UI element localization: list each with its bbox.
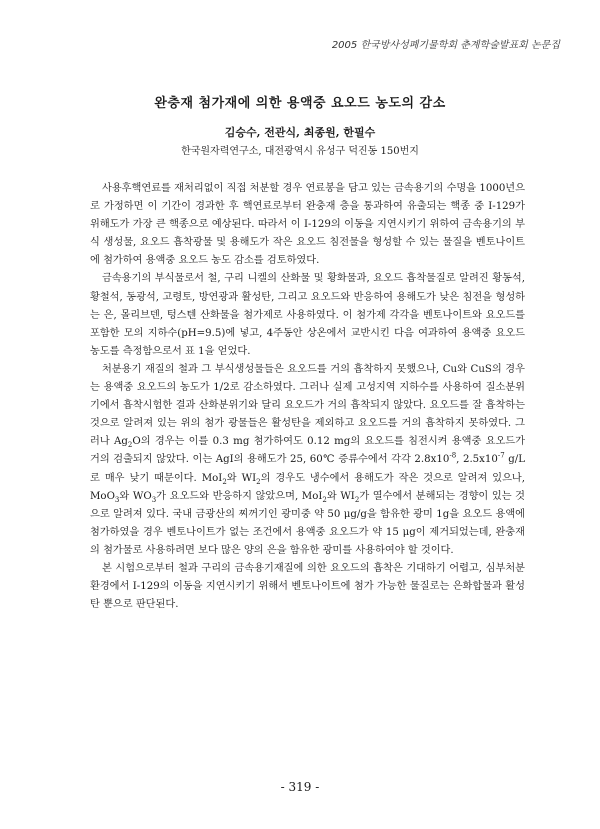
paragraph-method: 금속용기의 부식물로서 철, 구리 니켈의 산화물 및 황화물과, 요오드 흡착물질로 알려진 황동석, 황철석, 동광석, 고령토, 방연광과 활성탄, 그리고 요오드와 반응하여 용해도가 낮은 침전을 형성하는 은, 몰리브덴, 텅스텐 산화물을 첨가제로 사용하였다. 이 첨가제 각각을 벤토나이트와 요오드를 포함한 모의 지하수(pH=9.5)에 넣고, 4주동안 상온에서 교반시킨 다음 여과하여 용액중 요오드 농도를 측정함으로서 표 1을 얻었다. <box>90 273 525 357</box>
paragraph-results: 처분용기 재질의 철과 그 부식생성물들은 요오드를 거의 흡착하지 못했으나, Cu와 CuS의 경우는 용액중 요오드의 농도가 1/2로 감소하였다. 그러나 실제 고성지역 지하수를 사용하여 질소분위기에서 흡착시험한 결과 산화분위기와 달리 요오드가 거의 흡착되지 않았다. 요오드를 잘 흡착하는 것으로 알려져 있는 위의 첨가 광물들은 활성탄을 제외하고 요오드를 거의 흡착하지 못하였다. 그러나 $Ag_2O$의 경우는 이를 0.3 mg 첨가하여도 0.12 mg의 요오드를 침전시켜 용액중 요오드가 거의 검출되지 않았다. 이는 AgI의 용해도가 25, 60℃ 증류수에서 각각 $2.8x10^{-8}$, $2.5x10^{-7}$ g/L로 매우 낮기 때문이다. MoI$_2$와 $WI_2$의 경우도 냉수에서 용해도가 작은 것으로 알려져 있으나, MoO$_3$와 $WO_3$가 요오드와 반응하지 않았으며, MoI$_2$와 $WI_2$가 열수에서 분해되는 경향이 있는 것으로 알려져 있다. 국내 금광산의 찌꺼기인 광미중 약 50 μg/g을 함유한 광미 1g을 요오드 용액에 첨가하였을 경우 벤토나이트가 없는 조건에서 용액중 요오드가 약 15 μg이 제거되었는데, 완충재의 첨가물로 사용하려면 보다 많은 양의 은을 함유한 광미를 사용하여야 할 것이다. <box>90 363 526 556</box>
paper-title: 완충재 첨가재에 의한 용액중 요오드 농도의 감소 <box>154 96 446 111</box>
running-header: 2005 한국방사성폐기물학회 춘계학술발표회 논문집 <box>331 40 560 51</box>
author-list: 김승수, 전관식, 최종원, 한필수 <box>224 126 376 139</box>
paragraph-intro: 사용후핵연료를 재처리없이 직접 처분할 경우 연료봉을 담고 있는 금속용기의 수명을 1000년으로 가정하면 이 기간이 경과한 후 핵연료로부터 완충재 층을 통과하여 유출되는 핵종 중 I-129가 위해도가 가장 큰 핵종으로 예상된다. 따라서 이 I-129의 이동을 지연시키기 위하여 금속용기의 부식 생성물, 요오드 흡착광물 및 용해도가 작은 요오드 침전물을 형성할 수 있는 물질을 벤토나이트에 첨가하여 용액중 요오드 농도 감소를 검토하였다. <box>90 183 525 267</box>
body-text <box>90 180 525 614</box>
paragraph-conclusion: 본 시험으로부터 철과 구리의 금속용기재질에 의한 요오드의 흡착은 기대하기 어렵고, 심부처분환경에서 I-129의 이동을 지연시키기 위해서 벤토나이트에 첨가 가능한 물질로는 은화합물과 활성탄 뿐으로 판단된다. <box>90 562 525 611</box>
page-number: - 319 - <box>280 780 320 794</box>
affiliation: 한국원자력연구소, 대전광역시 유성구 덕진동 150번지 <box>181 146 419 157</box>
